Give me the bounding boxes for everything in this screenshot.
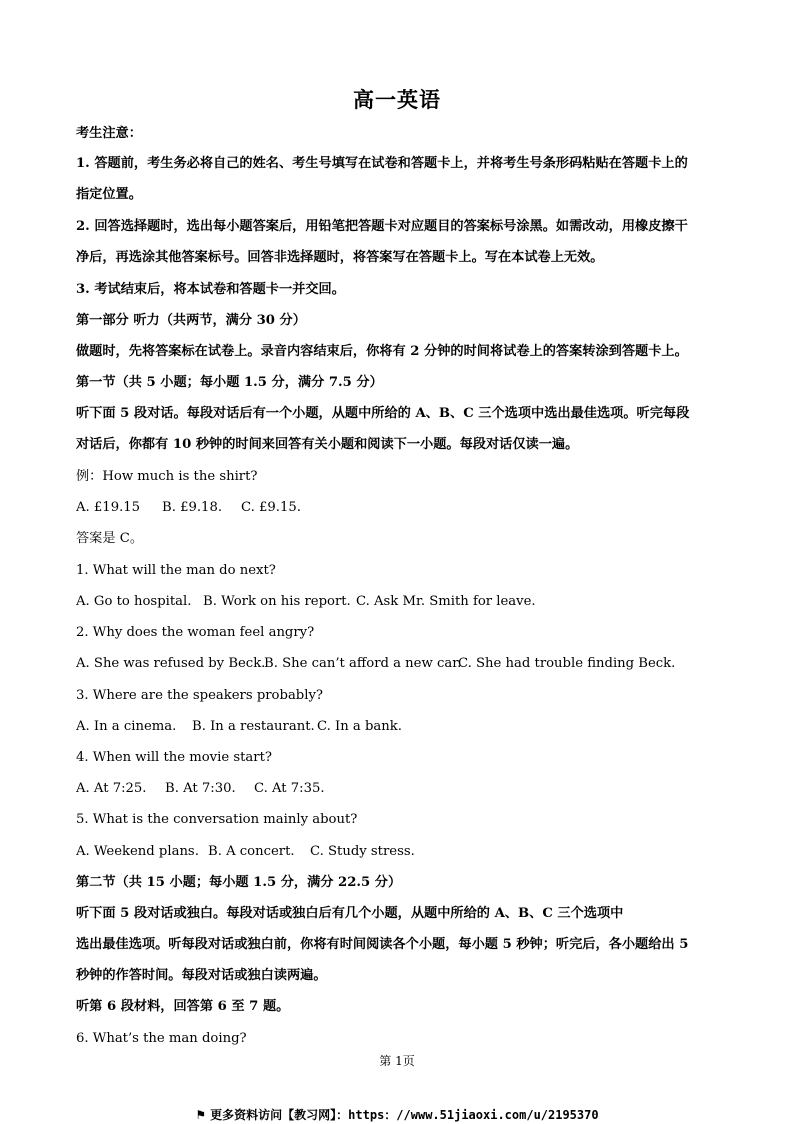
flag-icon: ⚑	[195, 1108, 207, 1122]
question-6: 6. What’s the man doing?	[76, 1031, 247, 1046]
option: A. Weekend plans.	[76, 844, 199, 859]
notice-item-3: 3. 考试结束后，将本试卷和答题卡一并交回。	[76, 282, 345, 297]
question-5: 5. What is the conversation mainly about?	[76, 812, 358, 827]
question-3: 3. Where are the speakers probably?	[76, 688, 323, 703]
section2-heading: 第二节（共 15 小题；每小题 1.5 分，满分 22.5 分）	[76, 875, 402, 890]
question-2-options	[76, 655, 726, 673]
option: B. She can’t afford a new car.	[264, 656, 462, 671]
question-1-options	[76, 593, 726, 611]
question-5-options	[76, 843, 726, 861]
section1-instruction-b: 对话后，你都有 10 秒钟的时间来回答有关小题和阅读下一小题。每段对话仅读一遍。	[76, 437, 579, 452]
section2-instruction-c: 秒钟的作答时间。每段对话或独白读两遍。	[76, 968, 327, 983]
option: B. £9.18.	[162, 500, 223, 515]
notice-item-2a: 2. 回答选择题时，选出每小题答案后，用铅笔把答题卡对应题目的答案标号涂黑。如需改动，用橡皮擦干	[76, 219, 688, 234]
option: A. In a cinema.	[76, 719, 177, 734]
ad-link[interactable]: 更多资料访问【教习网】：https：//www.51jiaoxi.com/u/2195370	[210, 1108, 599, 1122]
option: C. Ask Mr. Smith for leave.	[356, 594, 536, 609]
option: A. £19.15	[76, 500, 141, 515]
section2-instruction-a: 听下面 5 段对话或独白。每段对话或独白后有几个小题，从题中所给的 A、B、C 三个选项中	[76, 906, 624, 921]
option: C. At 7:35.	[254, 781, 325, 796]
part1-instruction: 做题时，先将答案标在试卷上。录音内容结束后，你将有 2 分钟的时间将试卷上的答案转涂到答题卡上。	[76, 344, 688, 359]
section2-instruction-b: 选出最佳选项。听每段对话或独白前，你将有时间阅读各个小题，每小题 5 秒钟；听完后，各小题给出 5	[76, 937, 689, 952]
section1-instruction-a: 听下面 5 段对话。每段对话后有一个小题，从题中所给的 A、B、C 三个选项中选出最佳选项。听完每段	[76, 406, 690, 421]
notice-item-2b: 净后，再选涂其他答案标号。回答非选择题时，将答案写在答题卡上。写在本试卷上无效。	[76, 250, 604, 265]
example-question: 例：How much is the shirt?	[76, 469, 258, 484]
section1-heading: 第一节（共 5 小题；每小题 1.5 分，满分 7.5 分）	[76, 375, 383, 390]
notice-heading: 考生注意：	[76, 126, 142, 141]
option: A. Go to hospital.	[76, 594, 192, 609]
notice-item-1a: 1. 答题前，考生务必将自己的姓名、考生号填写在试卷和答题卡上，并将考生号条形码粘贴在答题卡上的	[76, 156, 688, 171]
page-number: 第 1页	[379, 1054, 415, 1068]
question-4-options	[76, 780, 726, 798]
notice-item-1b: 指定位置。	[76, 187, 142, 202]
question-3-options	[76, 718, 726, 736]
material-6: 听第 6 段材料，回答第 6 至 7 题。	[76, 999, 290, 1014]
option: C. She had trouble finding Beck.	[458, 656, 676, 671]
option: B. Work on his report.	[203, 594, 351, 609]
example-answer: 答案是 C。	[76, 531, 144, 546]
example-options	[76, 499, 726, 517]
option: C. Study stress.	[310, 844, 415, 859]
option: A. At 7:25.	[76, 781, 147, 796]
ad-banner[interactable]	[0, 1106, 794, 1123]
option: C. In a bank.	[317, 719, 402, 734]
question-2: 2. Why does the woman feel angry?	[76, 625, 315, 640]
part1-heading: 第一部分 听力（共两节，满分 30 分）	[76, 313, 306, 328]
option: C. £9.15.	[241, 500, 301, 515]
option: B. In a restaurant.	[192, 719, 315, 734]
question-1: 1. What will the man do next?	[76, 563, 276, 578]
option: A. She was refused by Beck.	[76, 656, 266, 671]
option: B. At 7:30.	[165, 781, 236, 796]
page-title: 高一英语	[353, 87, 441, 112]
question-4: 4. When will the movie start?	[76, 750, 272, 765]
option: B. A concert.	[208, 844, 295, 859]
